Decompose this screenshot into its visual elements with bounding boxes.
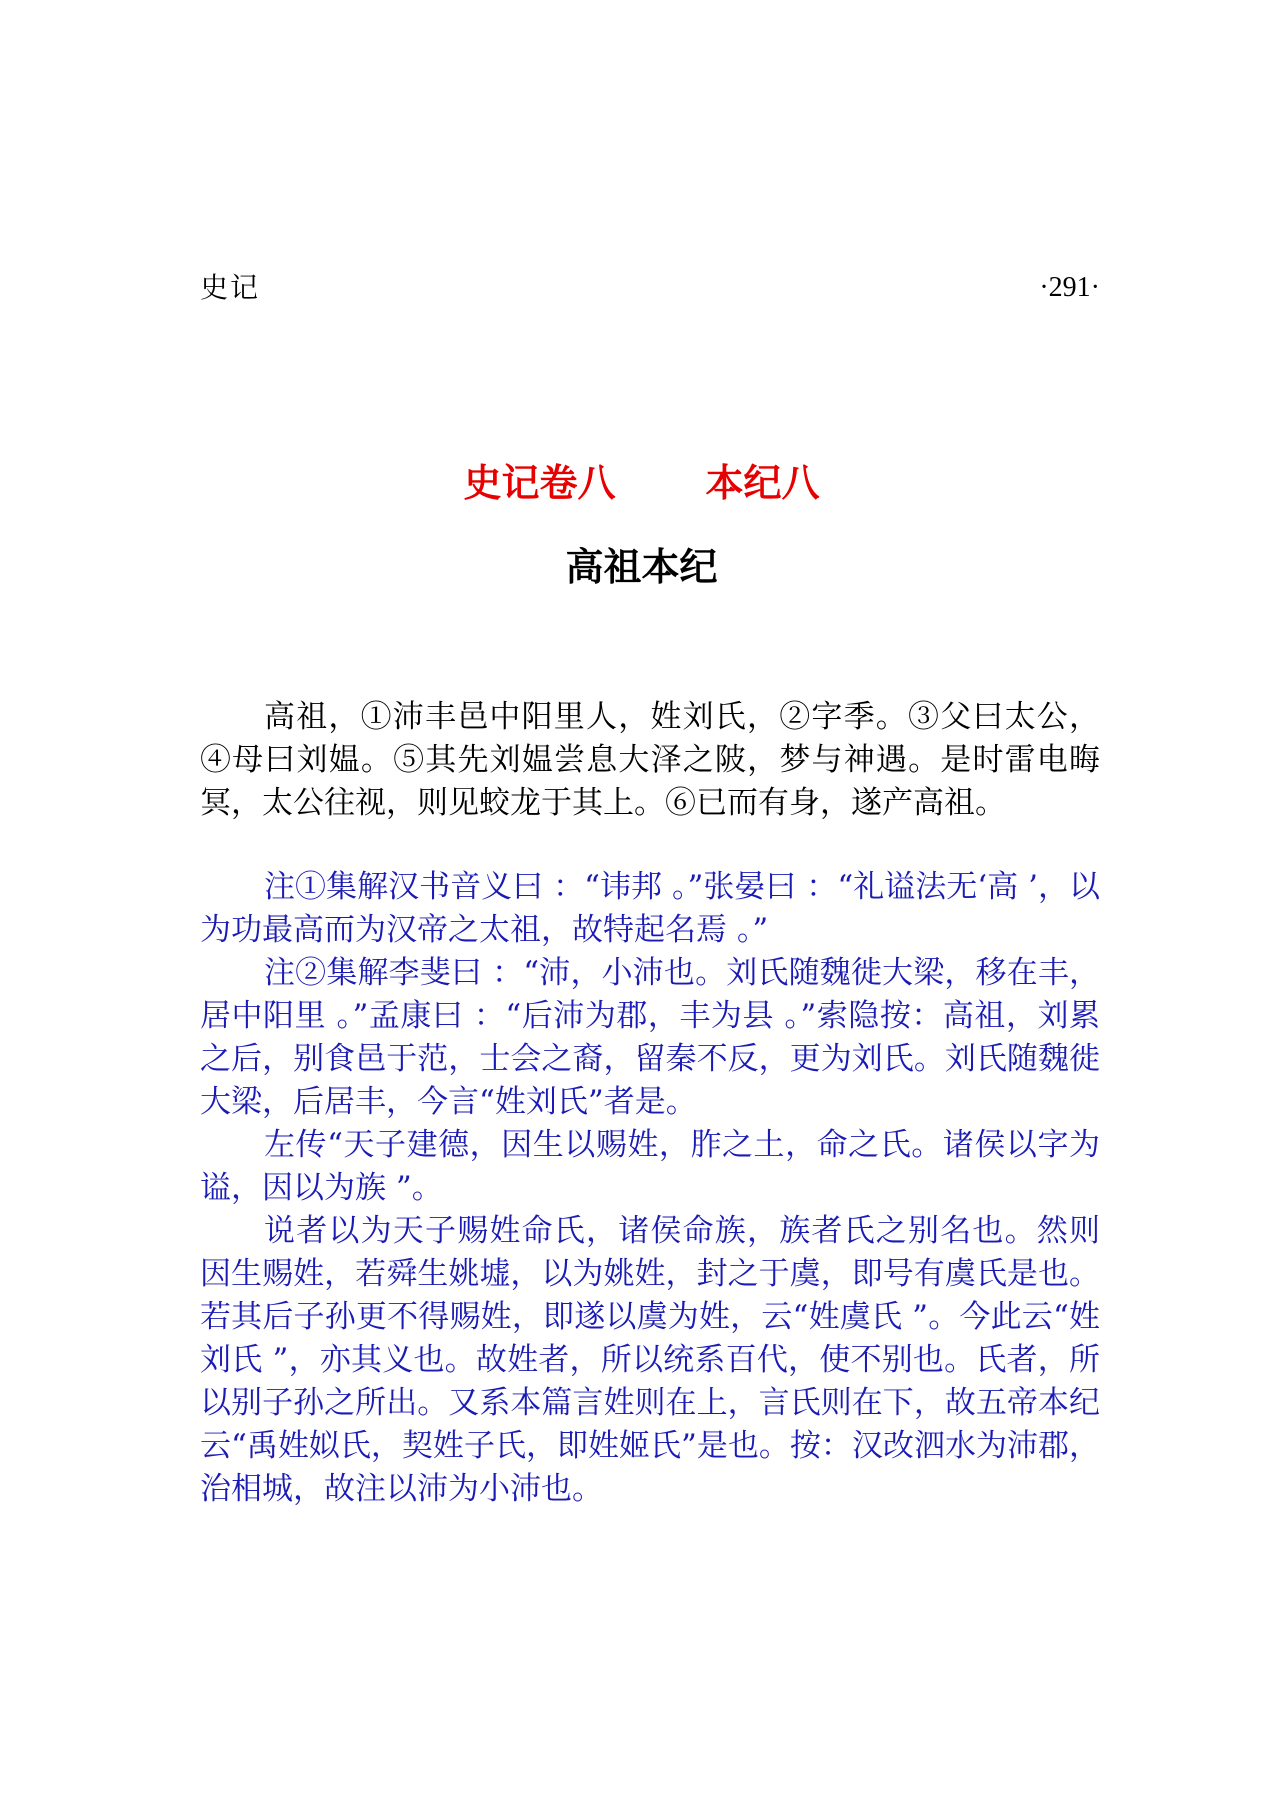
note-paragraph: 说者以为天子赐姓命氏，诸侯命族，族者氏之别名也。然则因生赐姓，若舜生姚墟，以为姚姓，封之于虞，即号有虞氏是也。若其后子孙更不得赐姓，即遂以虞为姓，云“姓虞氏 ”。今此云“姓刘氏 ”，亦其义也。故姓者，所以统系百代，使不别也。氏者，所以别子孙之所出。又系本篇言姓则在上，言氏则在下，故五帝本纪云“禹姓姒氏，契姓子氏，即姓姬氏”是也。按：汉改泗水为沛郡，治相城，故注以沛为小沛也。 [200, 1213, 1100, 1507]
note-paragraph: 左传“天子建德，因生以赐姓，胙之土，命之氏。诸侯以字为谥，因以为族 ”。 [200, 1127, 1100, 1206]
notes-section [200, 866, 1100, 1511]
note-paragraph: 注②集解李斐曰 ：“沛，小沛也。刘氏随魏徙大梁，移在丰，居中阳里 。”孟康曰 ：“后沛为郡，丰为县 。”索隐按：高祖，刘累之后，别食邑于范，士会之裔，留秦不反，更为刘氏。刘氏随魏徙大梁，后居丰，今言“姓刘氏”者是。 [200, 955, 1100, 1120]
volume-title [0, 456, 1283, 510]
page-number: ·291· [1039, 272, 1100, 303]
note-paragraph: 注①集解汉书音义曰 ：“讳邦 。”张晏曰 ：“礼谥法无‘高 ’，以为功最高而为汉帝之太祖，故特起名焉 。” [200, 869, 1100, 948]
main-paragraph: 高祖，①沛丰邑中阳里人，姓刘氏，②字季。③父曰太公，④母曰刘媪。⑤其先刘媪尝息大泽之陂，梦与神遇。是时雷电晦冥，太公往视，则见蛟龙于其上。⑥已而有身，遂产高祖。 [200, 699, 1100, 821]
running-head: 史记 [200, 271, 261, 304]
section-label: 本纪八 [705, 461, 820, 505]
volume-label: 史记卷八 [463, 461, 616, 505]
chapter-title: 高祖本纪 [565, 545, 718, 589]
